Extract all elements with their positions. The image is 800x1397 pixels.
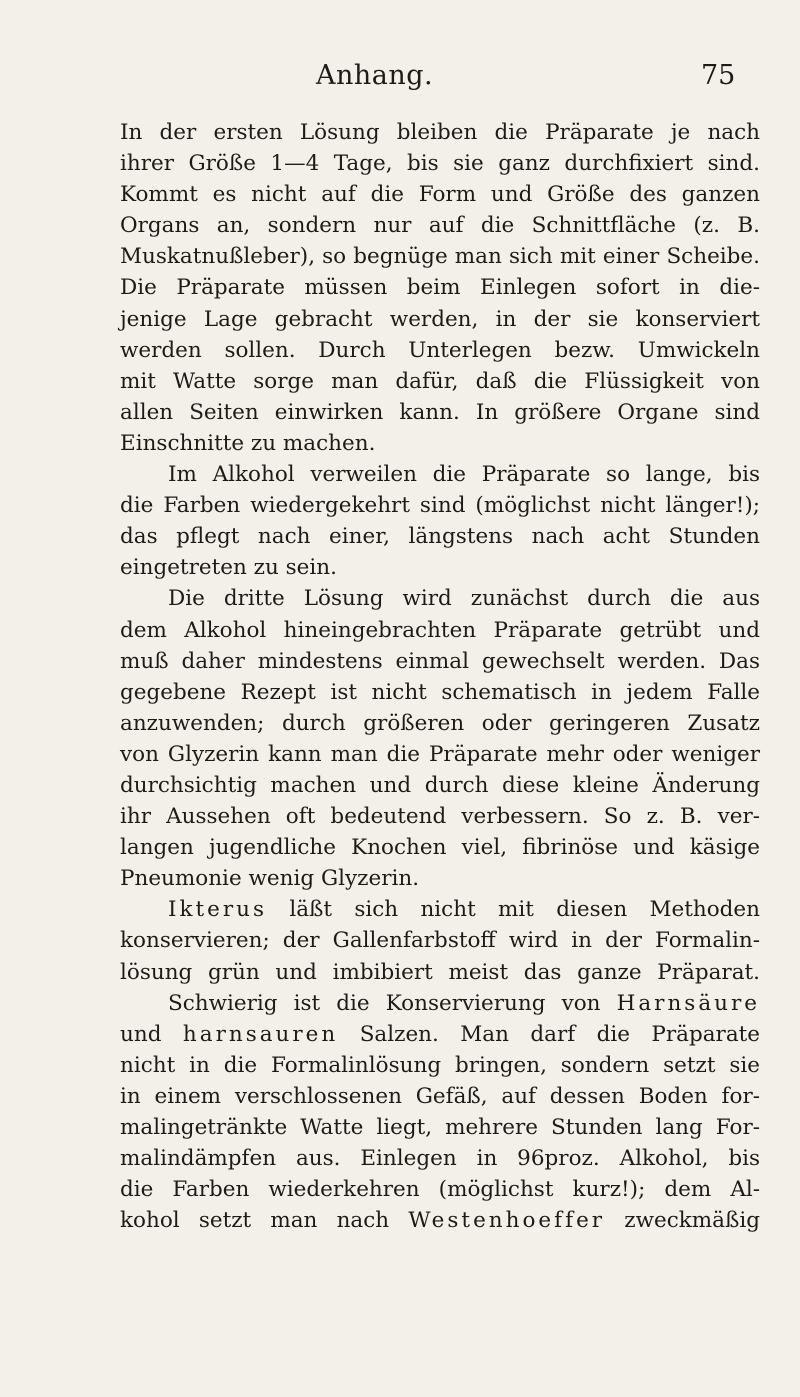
text-line: eingetreten zu sein.: [120, 555, 337, 581]
text-line: malindämpfen aus. Einlegen in 96proz. Alkohol, bis: [120, 1146, 760, 1172]
chapter-title: Anhang.: [316, 60, 434, 91]
text-line: das pflegt nach einer, längstens nach acht Stunden: [120, 524, 760, 550]
text-line-ikterus: [120, 894, 760, 925]
body-text: [120, 117, 760, 1236]
text-line: ihr Aussehen oft bedeutend verbessern. So z. B. ver-: [120, 804, 760, 830]
text-line: durchsichtig machen und durch diese kleine Änderung: [120, 772, 760, 798]
text-line-westenhoeffer: [120, 1205, 760, 1236]
text-line: gegebene Rezept ist nicht schematisch in jedem Falle: [120, 679, 760, 705]
line-rest: Salzen. Man darf die Präparate: [359, 1021, 761, 1047]
text-line: Organs an, sondern nur auf die Schnittfläche (z. B.: [120, 213, 760, 239]
text-line: Einschnitte zu machen.: [120, 430, 376, 456]
text-line: mit Watte sorge man dafür, daß die Flüssigkeit von: [120, 368, 760, 394]
text-line: die Farben wiedergekehrt sind (möglichst nicht länger!);: [120, 493, 760, 519]
term-harnsauren: harnsauren: [182, 1021, 339, 1047]
line-start: kohol setzt man nach: [120, 1208, 390, 1234]
text-line-harnsaeure: [120, 988, 760, 1019]
text-line: Muskatnußleber), so begnüge man sich mit einer Scheibe.: [120, 244, 760, 270]
text-line: nicht in die Formalinlösung bringen, sondern setzt sie: [120, 1052, 760, 1078]
text-line: in einem verschlossenen Gefäß, auf dessen Boden for-: [120, 1083, 760, 1109]
text-line: allen Seiten einwirken kann. In größere Organe sind: [120, 399, 760, 425]
line-end: zweckmäßig: [624, 1208, 760, 1234]
term-westenhoeffer: Westenhoeffer: [408, 1208, 606, 1234]
text-line: Die dritte Lösung wird zunächst durch die aus: [168, 586, 760, 612]
text-line: In der ersten Lösung bleiben die Präparate je nach: [120, 120, 760, 145]
text-line: dem Alkohol hineingebrachten Präparate getrübt und: [120, 617, 760, 643]
text-line: ihrer Größe 1—4 Tage, bis sie ganz durchfixiert sind.: [120, 151, 760, 177]
text-line: malingetränkte Watte liegt, mehrere Stunden lang For-: [120, 1115, 760, 1140]
text-line: Pneumonie wenig Glyzerin.: [120, 866, 420, 892]
text-line: Die Präparate müssen beim Einlegen sofort in die-: [120, 275, 760, 301]
text-line: Kommt es nicht auf die Form und Größe des ganzen: [120, 182, 760, 208]
text-line: lösung grün und imbibiert meist das ganze Präparat.: [120, 959, 760, 985]
line-rest: läßt sich nicht mit diesen Methoden: [289, 897, 760, 923]
line-start: Schwierig ist die Konservierung von: [168, 990, 601, 1016]
text-line: werden sollen. Durch Unterlegen bezw. Umwickeln: [120, 337, 760, 363]
text-line: anzuwenden; durch größeren oder geringeren Zusatz: [120, 710, 760, 736]
text-line: die Farben wiederkehren (möglichst kurz!); dem Al-: [120, 1177, 760, 1203]
text-line: Im Alkohol verweilen die Präparate so lange, bis: [168, 462, 760, 488]
text-line: langen jugendliche Knochen viel, fibrinöse und käsige: [120, 835, 760, 861]
page-number: 75: [701, 60, 736, 91]
term-ikterus: Ikterus: [168, 897, 268, 923]
running-header: [0, 60, 800, 100]
text-line: jenige Lage gebracht werden, in der sie konserviert: [120, 306, 760, 332]
text-line-harnsauren: [120, 1019, 760, 1050]
word-und: und: [120, 1021, 162, 1047]
term-harnsaeure: Harnsäure: [616, 990, 761, 1016]
text-line: konservieren; der Gallenfarbstoff wird in der Formalin-: [120, 928, 760, 954]
text-line: von Glyzerin kann man die Präparate mehr oder weniger: [120, 741, 760, 767]
text-line: muß daher mindestens einmal gewechselt werden. Das: [120, 648, 760, 674]
